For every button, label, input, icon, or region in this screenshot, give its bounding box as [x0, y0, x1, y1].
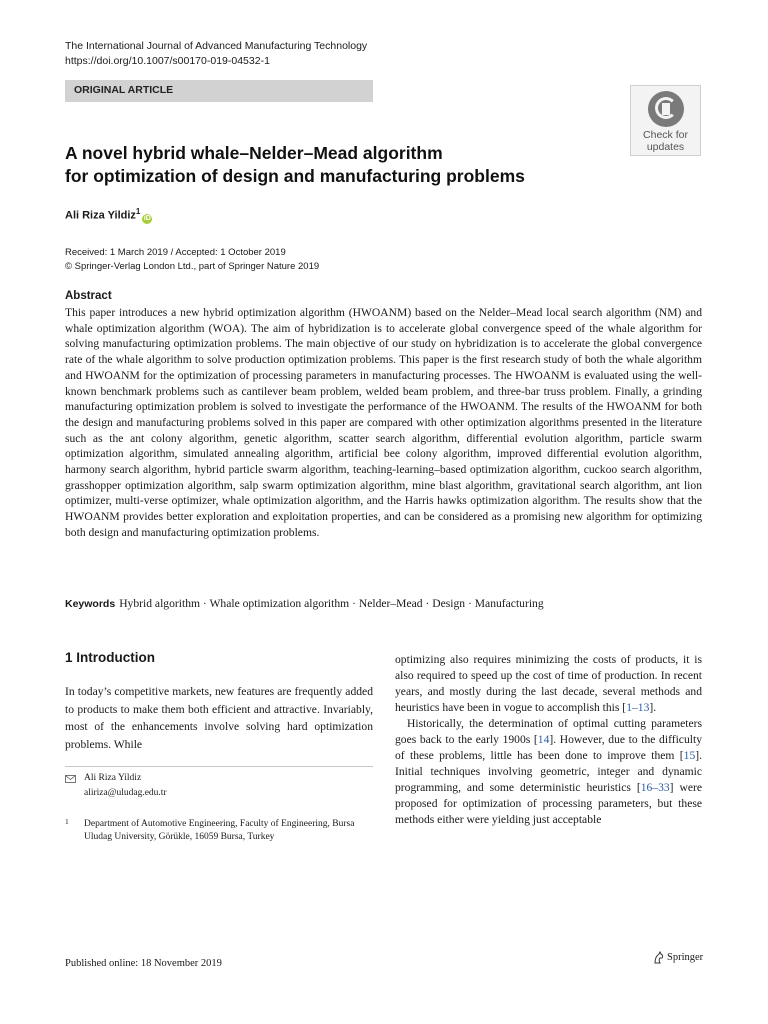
footnote-number: 1 — [65, 817, 69, 826]
springer-horse-icon — [651, 950, 667, 966]
abstract-body: This paper introduces a new hybrid optimization algorithm (HWOANM) based on the Nelder–Mead local search algorithm (NM) and whale optimization algorithm (WOA). The aim of hybridization is to accelerate global convergence speed of the whale algorithm for solving manufacturing optimization problems. The main objective of our study on hybridization is to accelerate the global convergence rate of the whale algorithm to solve production optimization problems. This paper is the first research study of both the whale algorithm and HWOANM for the optimization of processing parameters in manufacturing processes. The HWOANM is evaluated using the well-known benchmark problems such as cantilever beam problem, welded beam problem, and three-bar truss problem. Finally, a grinding manufacturing optimization problem is solved to investigate the performance of the HWOANM. The results of the HWOANM for both the design and manufacturing problems solved in this paper are compared with other optimization algorithms presented in the literature such as the ant colony algorithm, genetic algorithm, scatter search algorithm, differential evolution algorithm, particle swarm optimization algorithm, simulated annealing algorithm, artificial bee colony algorithm, improved differential evolution algorithm, harmony search algorithm, hybrid particle swarm algorithm, teaching-learning–based optimization algorithm, cuckoo search algorithm, grasshopper optimization algorithm, salp swarm optimization algorithm, mine blast algorithm, gravitational search algorithm, ant lion optimizer, multi-verse optimizer, whale optimization algorithm, and the Harris hawks optimization algorithm. The results show that the HWOANM provides better exploration and exploitation properties, and can be considered as a promising new algorithm for optimizing both design and manufacturing optimization problems. — [65, 306, 702, 539]
author-affil-marker: 1 — [135, 207, 141, 216]
journal-name: The International Journal of Advanced Manufacturing Technology — [65, 40, 368, 52]
citation-link[interactable]: 15 — [683, 749, 696, 762]
copyright-notice: © Springer-Verlag London Ltd., part of Springer Nature 2019 — [65, 261, 320, 272]
intro-paragraph-2: Historically, the determination of optimal cutting parameters goes back to the early 1900s [14]. However, due to the difficulty of these problems, little has been done to improve them [15]. Initial techniques involving geometric, integer and dynamic programming, and some deterministic heuristics [16–33] were proposed for optimization of processing parameters, but these methods either were yielding just acceptable — [395, 717, 702, 826]
article-type-label: ORIGINAL ARTICLE — [74, 84, 174, 96]
intro-right-column — [395, 652, 702, 828]
title-line-2: for optimization of design and manufacturing problems — [65, 166, 525, 186]
section-heading-introduction: 1 Introduction — [65, 650, 155, 665]
article-title — [65, 142, 525, 188]
footnote-divider — [65, 766, 373, 767]
mail-icon — [65, 775, 76, 783]
footnote-author: Ali Riza Yildiz — [84, 773, 142, 783]
published-online-date: Published online: 18 November 2019 — [65, 958, 222, 969]
received-accepted-dates: Received: 1 March 2019 / Accepted: 1 October 2019 — [65, 247, 286, 258]
citation-link[interactable]: 16–33 — [640, 781, 670, 794]
author-line — [65, 207, 152, 224]
footnote-affiliation: Department of Automotive Engineering, Faculty of Engineering, Bursa Uludag University, Görükle, 16059 Bursa, Turkey — [84, 819, 355, 842]
intro-paragraph-1: optimizing also requires minimizing the costs of products, it is also required to speed up the cost of time of production. In recent years, and mostly during the last decade, several methods and heuristics have been in vogue to accomplish this [1–13]. — [395, 653, 702, 714]
check-updates-icon — [648, 91, 684, 127]
title-line-1: A novel hybrid whale–Nelder–Mead algorithm — [65, 143, 443, 163]
check-updates-line2: updates — [646, 141, 685, 153]
springer-logo-text: Springer — [667, 952, 704, 963]
check-for-updates-badge[interactable] — [630, 85, 701, 156]
check-updates-line1: Check for — [643, 129, 688, 141]
keywords-label: Keywords — [65, 598, 116, 610]
doi-link[interactable]: https://doi.org/10.1007/s00170-019-04532-1 — [65, 55, 270, 67]
citation-link[interactable]: 14 — [537, 733, 550, 746]
footnote-email[interactable]: aliriza@uludag.edu.tr — [84, 788, 167, 798]
intro-left-column: In today’s competitive markets, new features are frequently added to products to make them both efficient and attractive. Invariably, most of the enhancements involve solving hard optimization problems. While — [65, 685, 373, 751]
orcid-icon[interactable]: iD — [143, 214, 151, 222]
keywords-list: Hybrid algorithm · Whale optimization algorithm · Nelder–Mead · Design · Manufacturing — [119, 597, 544, 610]
keywords-line — [65, 597, 544, 610]
author-name[interactable]: Ali Riza Yildiz — [65, 209, 136, 222]
abstract-heading: Abstract — [65, 290, 112, 302]
citation-link[interactable]: 1–13 — [626, 701, 650, 714]
